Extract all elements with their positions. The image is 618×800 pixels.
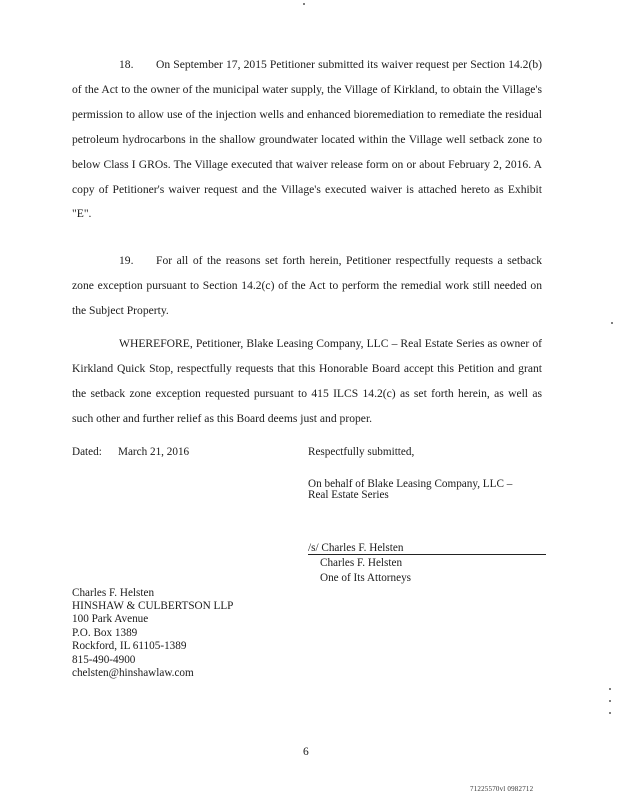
paragraph-18-text: On September 17, 2015 Petitioner submitted its waiver request per Section 14.2(b) of the Act to the owner of the municipal water supply, the Village of Kirkland, to obtain the Village's permission to allow use of the injection wells and enhanced bioremediation to remediate the residual petroleum hydrocarbons in the shallow groundwater located within the Village well setback zone to below Class I GROs. The Village executed that waiver release form on or about February 2, 2016. A copy of Petitioner's waiver request and the Village's executed waiver is attached hereto as Exhibit "E". [72, 58, 542, 221]
electronic-signature: /s/ Charles F. Helsten [308, 542, 404, 554]
po-box: P.O. Box 1389 [72, 627, 138, 639]
attorney-name: Charles F. Helsten [72, 587, 155, 599]
paragraph-19-text: For all of the reasons set forth herein, Petitioner respectfully requests a setback zone exception pursuant to Section 14.2(c) of the Act to perform the remedial work still needed on the Subject Property. [72, 254, 542, 317]
firm-name: HINSHAW & CULBERTSON LLP [72, 600, 234, 612]
city-state-zip: Rockford, IL 61105-1389 [72, 640, 187, 652]
scan-mark [609, 712, 611, 714]
paragraph-18 [72, 53, 542, 227]
paragraph-19 [72, 249, 542, 324]
scan-mark [609, 700, 611, 702]
paragraph-19-number: 19. [119, 254, 134, 267]
signer-title: One of Its Attorneys [320, 572, 412, 584]
scan-mark [303, 3, 305, 5]
wherefore-paragraph [72, 332, 542, 432]
document-id: 71225570vl 0982712 [470, 785, 534, 793]
email-address: chelsten@hinshawlaw.com [72, 667, 194, 679]
dated-label: Dated: [72, 446, 102, 458]
scan-mark [611, 322, 613, 324]
on-behalf-line-1: On behalf of Blake Leasing Company, LLC – [308, 478, 513, 490]
page-number: 6 [303, 746, 309, 758]
scan-mark [609, 688, 611, 690]
closing-text: Respectfully submitted, [308, 446, 415, 458]
on-behalf-line-2: Real Estate Series [308, 489, 389, 501]
street-address: 100 Park Avenue [72, 613, 149, 625]
phone-number: 815-490-4900 [72, 654, 136, 666]
signer-name: Charles F. Helsten [320, 557, 403, 569]
signature-line [308, 554, 546, 555]
dated-date: March 21, 2016 [118, 446, 190, 458]
wherefore-text: WHEREFORE, Petitioner, Blake Leasing Company, LLC – Real Estate Series as owner of Kirkland Quick Stop, respectfully requests that this Honorable Board accept this Petition and grant the setback zone exception requested pursuant to 415 ILCS 14.2(c) as set forth herein, as well as such other and further relief as this Board deems just and proper. [72, 337, 542, 425]
paragraph-18-number: 18. [119, 58, 134, 71]
